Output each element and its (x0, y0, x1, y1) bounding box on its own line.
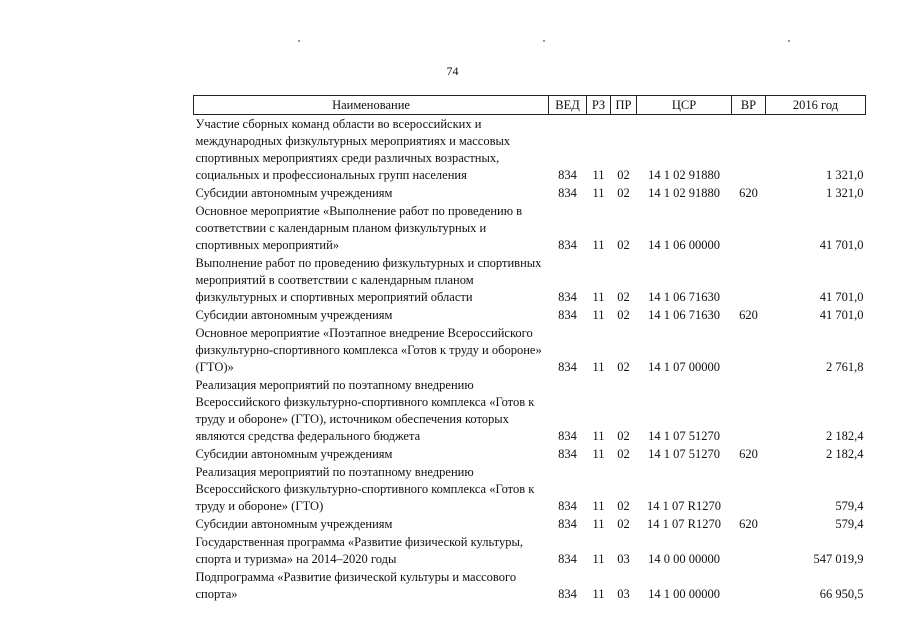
cell-name: Реализация мероприятий по поэтапному внедрению Всероссийского физкультурно-спортивного комплекса «Готов к труду и обороне» (ГТО), источником обеспечения которых являются средства федерального бюджета (195, 378, 535, 443)
cell-csr: 14 1 02 91880 (648, 168, 720, 182)
page-number: 74 (446, 64, 459, 78)
table-header-row (194, 96, 866, 115)
table-row (194, 115, 866, 185)
header-csr: ЦСР (637, 96, 732, 115)
cell-rz: 11 (592, 447, 605, 461)
header-year: 2016 год (766, 96, 866, 115)
header-pr: ПР (611, 96, 637, 115)
table-body (194, 115, 866, 604)
cell-ved: 834 (558, 186, 577, 200)
cell-csr: 14 1 00 00000 (648, 587, 720, 601)
cell-vr (732, 533, 766, 568)
cell-name: Основное мероприятие «Выполнение работ по проведению в соответствии с календарным планом физкультурных и спортивных мероприятий» (195, 204, 523, 252)
cell-vr: 620 (739, 308, 758, 322)
cell-pr: 03 (617, 587, 630, 601)
table-row (194, 184, 866, 202)
cell-ved: 834 (558, 308, 577, 322)
cell-pr: 02 (617, 447, 630, 461)
cell-pr: 02 (617, 238, 630, 252)
cell-pr: 02 (617, 290, 630, 304)
cell-rz: 11 (592, 587, 605, 601)
cell-csr: 14 1 06 00000 (648, 238, 720, 252)
cell-vr (732, 254, 766, 306)
cell-csr: 14 1 06 71630 (648, 308, 720, 322)
cell-rz: 11 (592, 238, 605, 252)
cell-name: Государственная программа «Развитие физической культуры, спорта и туризма» на 2014–2020 годы (195, 535, 524, 566)
cell-pr: 02 (617, 308, 630, 322)
table-row (194, 463, 866, 515)
cell-name: Выполнение работ по проведению физкультурных и спортивных мероприятий в соответствии с календарным планом физкультурных и спортивных мероприятий области (195, 256, 542, 304)
table-row (194, 324, 866, 376)
cell-rz: 11 (592, 360, 605, 374)
table-row (194, 202, 866, 254)
cell-sum: 41 701,0 (819, 290, 864, 304)
cell-csr: 14 1 07 51270 (648, 429, 720, 443)
cell-csr: 14 1 02 91880 (648, 186, 720, 200)
cell-ved: 834 (558, 360, 577, 374)
cell-vr (732, 324, 766, 376)
cell-sum: 579,4 (835, 517, 864, 531)
header-rz: РЗ (587, 96, 611, 115)
cell-pr: 02 (617, 168, 630, 182)
cell-rz: 11 (592, 186, 605, 200)
cell-ved: 834 (558, 290, 577, 304)
cell-vr: 620 (739, 186, 758, 200)
cell-sum: 1 321,0 (826, 186, 864, 200)
cell-name: Реализация мероприятий по поэтапному внедрению Всероссийского физкультурно-спортивного комплекса «Готов к труду и обороне» (ГТО) (195, 465, 535, 513)
table-row (194, 533, 866, 568)
cell-pr: 02 (617, 517, 630, 531)
cell-name: Участие сборных команд области во всероссийских и международных физкультурных мероприятиях и массовых спортивных мероприятиях среди различных возрастных, социальных и профессиональных групп населения (195, 117, 511, 182)
cell-vr (732, 115, 766, 185)
cell-name: Субсидии автономным учреждениям (195, 308, 393, 322)
cell-name: Субсидии автономным учреждениям (195, 186, 393, 200)
cell-name: Подпрограмма «Развитие физической культуры и массового спорта» (195, 570, 517, 601)
header-ved: ВЕД (549, 96, 587, 115)
header-name: Наименование (194, 96, 549, 115)
cell-rz: 11 (592, 429, 605, 443)
cell-pr: 02 (617, 186, 630, 200)
scan-speck (543, 40, 545, 42)
cell-csr: 14 1 06 71630 (648, 290, 720, 304)
cell-ved: 834 (558, 499, 577, 513)
cell-ved: 834 (558, 517, 577, 531)
cell-pr: 02 (617, 499, 630, 513)
cell-csr: 14 1 07 00000 (648, 360, 720, 374)
cell-sum: 41 701,0 (819, 238, 864, 252)
cell-rz: 11 (592, 517, 605, 531)
scan-speck (788, 40, 790, 42)
cell-rz: 11 (592, 308, 605, 322)
table-row (194, 254, 866, 306)
table-row (194, 568, 866, 603)
table-row (194, 376, 866, 445)
cell-pr: 03 (617, 552, 630, 566)
cell-sum: 547 019,9 (813, 552, 864, 566)
cell-vr (732, 376, 766, 445)
cell-ved: 834 (558, 587, 577, 601)
cell-sum: 579,4 (835, 499, 864, 513)
cell-vr: 620 (739, 447, 758, 461)
cell-pr: 02 (617, 360, 630, 374)
cell-vr (732, 568, 766, 603)
cell-ved: 834 (558, 429, 577, 443)
cell-pr: 02 (617, 429, 630, 443)
cell-sum: 2 761,8 (826, 360, 864, 374)
cell-vr: 620 (739, 517, 758, 531)
table-row (194, 445, 866, 463)
cell-sum: 2 182,4 (826, 429, 864, 443)
cell-csr: 14 1 07 51270 (648, 447, 720, 461)
cell-csr: 14 0 00 00000 (648, 552, 720, 566)
header-vr: ВР (732, 96, 766, 115)
cell-csr: 14 1 07 R1270 (647, 499, 721, 513)
cell-vr (732, 202, 766, 254)
cell-csr: 14 1 07 R1270 (647, 517, 721, 531)
cell-name: Субсидии автономным учреждениям (195, 447, 393, 461)
cell-ved: 834 (558, 447, 577, 461)
cell-vr (732, 463, 766, 515)
cell-ved: 834 (558, 238, 577, 252)
table-row (194, 515, 866, 533)
cell-name: Субсидии автономным учреждениям (195, 517, 393, 531)
cell-rz: 11 (592, 552, 605, 566)
cell-sum: 2 182,4 (826, 447, 864, 461)
cell-ved: 834 (558, 168, 577, 182)
cell-sum: 1 321,0 (826, 168, 864, 182)
scan-speck (298, 40, 300, 42)
cell-rz: 11 (592, 499, 605, 513)
cell-name: Основное мероприятие «Поэтапное внедрение Всероссийского физкультурно-спортивного комплекса «Готов к труду и обороне» (ГТО)» (195, 326, 542, 374)
cell-sum: 66 950,5 (819, 587, 864, 601)
cell-rz: 11 (592, 290, 605, 304)
cell-sum: 41 701,0 (819, 308, 864, 322)
cell-ved: 834 (558, 552, 577, 566)
cell-rz: 11 (592, 168, 605, 182)
table-row (194, 306, 866, 324)
budget-table (193, 95, 866, 603)
